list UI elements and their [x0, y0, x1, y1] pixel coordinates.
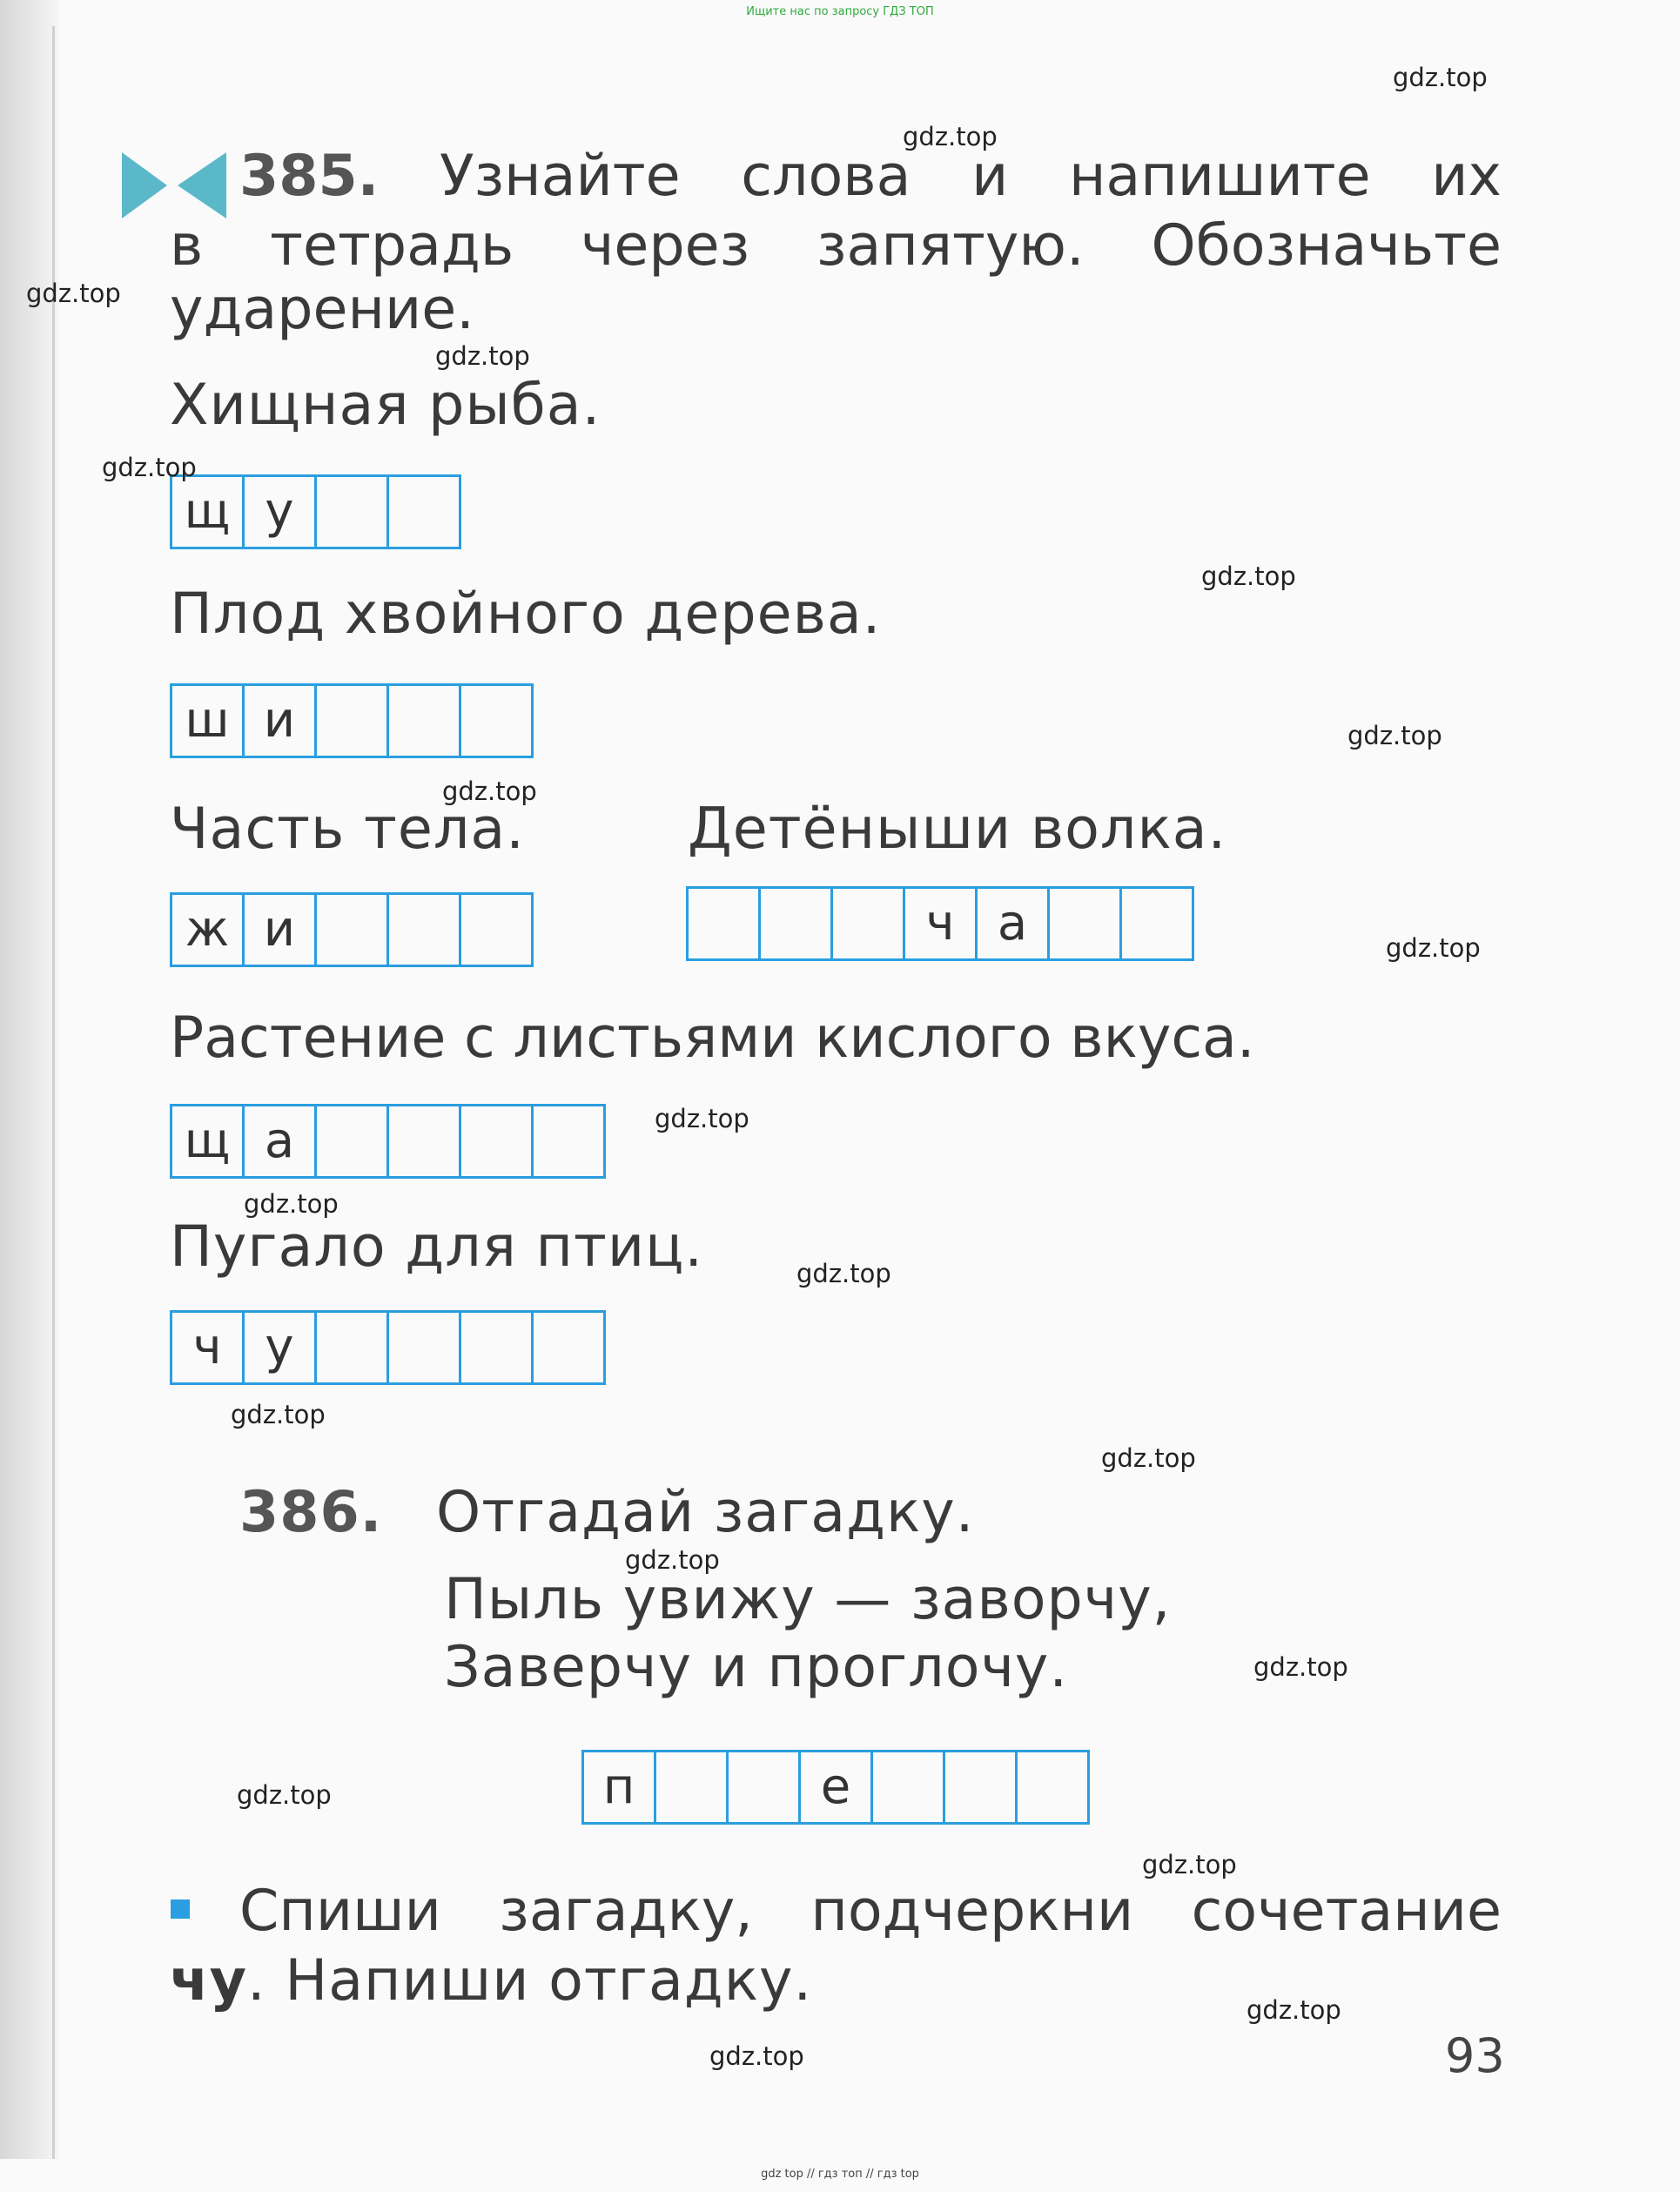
watermark: gdz.top	[1142, 1850, 1237, 1879]
clue-5: Растение с листьями кислого вкуса.	[170, 1005, 1255, 1071]
book-spine-shadow	[0, 0, 59, 2159]
letter-cell: е	[798, 1750, 873, 1825]
letter-cell	[386, 1310, 461, 1385]
letter-cell: щ	[170, 1104, 245, 1179]
letter-cell	[459, 1310, 534, 1385]
letter-cell: а	[975, 886, 1050, 961]
letter-cell	[531, 1104, 606, 1179]
letter-cell: и	[242, 892, 317, 967]
watermark: gdz.top	[1247, 1995, 1341, 2025]
letter-cell	[314, 1104, 389, 1179]
letter-boxes-1	[170, 474, 461, 549]
watermark: gdz.top	[1201, 561, 1296, 591]
letter-boxes-3	[170, 892, 534, 967]
letter-cell	[386, 474, 461, 549]
letter-cell: у	[242, 1310, 317, 1385]
watermark: gdz.top	[244, 1189, 339, 1219]
watermark: gdz.top	[1393, 63, 1488, 92]
letter-cell	[314, 1310, 389, 1385]
letter-cell: ш	[170, 683, 245, 758]
letter-cell	[386, 1104, 461, 1179]
top-note: Ищите нас по запросу ГДЗ ТОП	[746, 5, 934, 18]
ex385-instruction-line2: в тетрадь через запятую. Обозначьте	[170, 213, 1502, 279]
riddle-line-2: Заверчу и проглочу.	[444, 1635, 1069, 1700]
answer-letter-boxes	[581, 1750, 1090, 1825]
letter-boxes-4	[686, 886, 1194, 961]
page-edge	[52, 26, 55, 2159]
watermark: gdz.top	[903, 122, 998, 151]
letter-cell	[654, 1750, 729, 1825]
letter-cell	[386, 683, 461, 758]
clue-2: Плод хвойного дерева.	[170, 582, 882, 647]
page-number: 93	[1445, 2028, 1505, 2083]
letter-cell: щ	[170, 474, 245, 549]
watermark: gdz.top	[237, 1780, 332, 1810]
exercise-marker-icon	[122, 152, 226, 219]
letter-cell	[314, 892, 389, 967]
letter-cell	[1047, 886, 1122, 961]
letter-cell: ч	[903, 886, 978, 961]
letter-cell	[870, 1750, 945, 1825]
letter-cell	[459, 683, 534, 758]
ex386-number: 386.	[239, 1480, 383, 1545]
watermark: gdz.top	[26, 279, 121, 308]
letter-cell	[943, 1750, 1018, 1825]
letter-cell	[314, 683, 389, 758]
watermark: gdz.top	[1347, 721, 1442, 750]
ex385-number: 385.	[239, 144, 380, 209]
watermark: gdz.top	[231, 1400, 326, 1429]
letter-cell	[314, 474, 389, 549]
watermark: gdz.top	[442, 777, 537, 806]
letter-cell: ч	[170, 1310, 245, 1385]
bullet-square-icon	[171, 1900, 190, 1919]
letter-cell	[726, 1750, 801, 1825]
ex386-task-line2: чу. Напиши отгадку.	[170, 1948, 813, 2014]
letter-boxes-2	[170, 683, 534, 758]
watermark: gdz.top	[435, 341, 530, 371]
letter-cell	[386, 892, 461, 967]
clue-4: Детёныши волка.	[688, 797, 1227, 862]
letter-cell: п	[581, 1750, 656, 1825]
bottom-note: gdz top // гдз топ // гдз top	[761, 2168, 919, 2181]
clue-3: Часть тела.	[170, 797, 525, 862]
watermark: gdz.top	[709, 2041, 804, 2071]
letter-cell	[459, 1104, 534, 1179]
letter-cell	[686, 886, 761, 961]
letter-combination-bold: чу	[170, 1948, 247, 2014]
ex385-instruction-line1: 385. Узнайте слова и напишите их	[239, 144, 1502, 209]
watermark: gdz.top	[796, 1259, 891, 1288]
letter-cell	[830, 886, 905, 961]
ex385-instruction-line3: ударение.	[170, 277, 474, 342]
watermark: gdz.top	[102, 453, 197, 482]
letter-boxes-5	[170, 1104, 606, 1179]
watermark: gdz.top	[655, 1104, 749, 1133]
letter-cell	[1119, 886, 1194, 961]
clue-1: Хищная рыба.	[170, 373, 601, 438]
watermark: gdz.top	[1101, 1443, 1196, 1473]
ex386-instruction: Отгадай загадку.	[436, 1480, 975, 1545]
watermark: gdz.top	[1253, 1652, 1348, 1682]
ex386-heading	[239, 1480, 974, 1545]
clue-6: Пугало для птиц.	[170, 1214, 704, 1280]
letter-cell: ж	[170, 892, 245, 967]
letter-cell	[531, 1310, 606, 1385]
riddle-line-1: Пыль увижу — заворчу,	[444, 1567, 1172, 1632]
letter-boxes-6	[170, 1310, 606, 1385]
letter-cell: а	[242, 1104, 317, 1179]
letter-cell	[1015, 1750, 1090, 1825]
letter-cell: у	[242, 474, 317, 549]
watermark: gdz.top	[1386, 933, 1481, 963]
ex386-task-line1: Спиши загадку, подчеркни сочетание	[239, 1879, 1502, 1944]
letter-cell	[758, 886, 833, 961]
letter-cell: и	[242, 683, 317, 758]
letter-cell	[459, 892, 534, 967]
watermark: gdz.top	[625, 1545, 720, 1575]
